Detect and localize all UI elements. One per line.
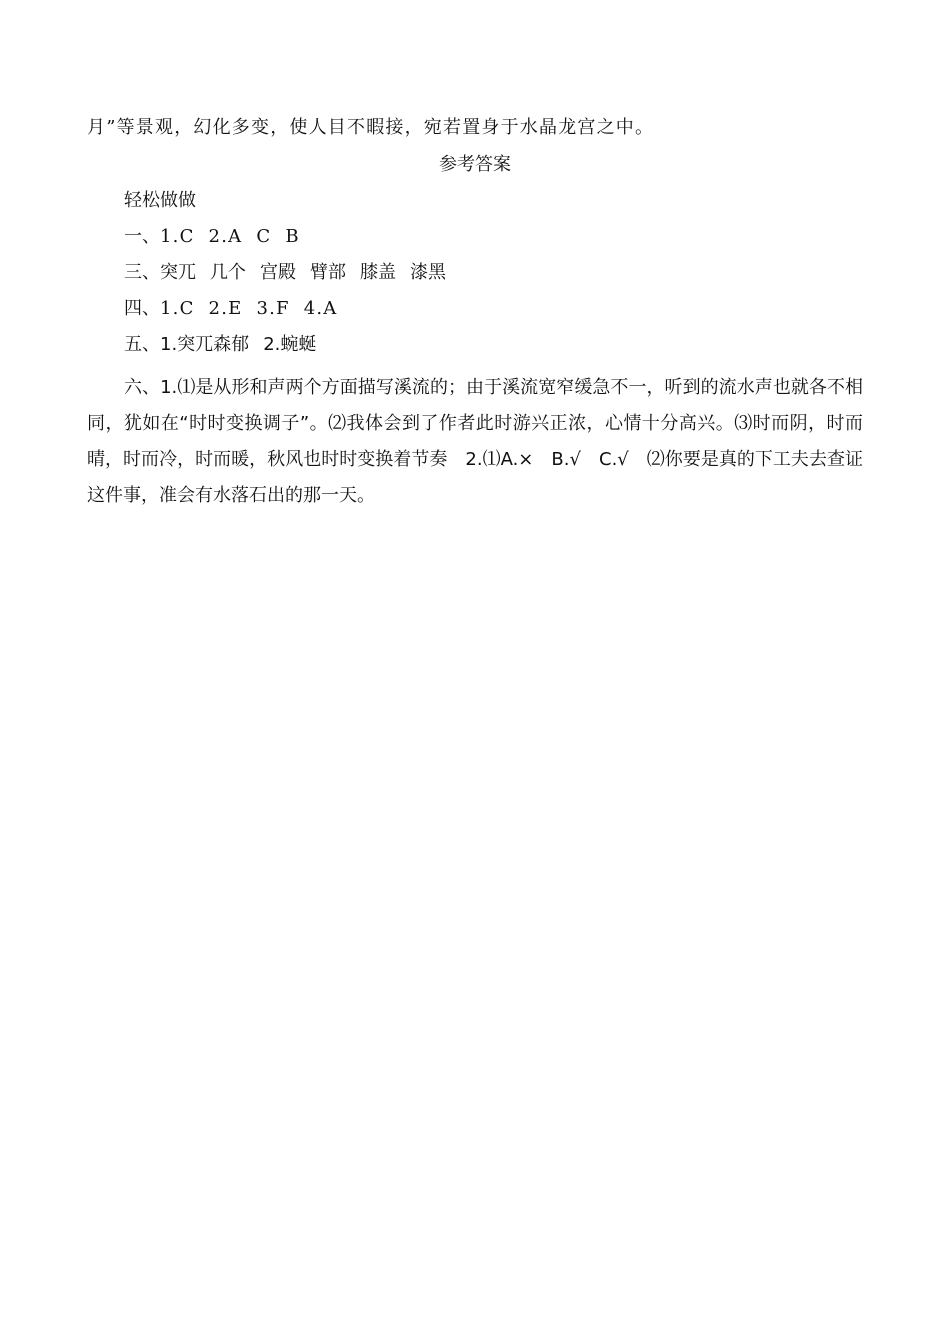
answer-q1 xyxy=(124,225,300,249)
answer-item: 1.C xyxy=(160,298,195,319)
answer-item: 1.C xyxy=(160,226,195,247)
answer-label: 三、 xyxy=(124,262,160,283)
answer-item: 几个 xyxy=(210,262,246,283)
answer-item: 2.蜿蜒 xyxy=(263,334,317,355)
answer-item: 2.E xyxy=(208,298,243,319)
answer-label: 四、 xyxy=(124,298,160,319)
answer-label: 一、 xyxy=(124,226,160,247)
answer-item: 2.A xyxy=(208,226,243,247)
answer-q4 xyxy=(124,297,338,321)
answer-item: 4.A xyxy=(303,298,338,319)
answer-label: 五、 xyxy=(124,334,160,355)
answer-q6-text: 1.⑴是从形和声两个方面描写溪流的；由于溪流宽窄缓急不一，听到的流水声也就各不相同，犹如在“时时变换调子”。⑵我体会到了作者此时游兴正浓，心情十分高兴。⑶时而阴，时而晴，时而冷，时而暖，秋风也时时变换着节奏 2.⑴A.× B.√ C.√ ⑵你要是真的下工夫去查证这件事，准会有水落石出的那一天。 xyxy=(87,377,864,506)
answer-q5 xyxy=(124,333,316,357)
answer-q3 xyxy=(124,261,446,285)
answer-item: B xyxy=(285,226,300,247)
section-title: 轻松做做 xyxy=(124,190,196,211)
answer-item: 突兀 xyxy=(160,262,196,283)
answer-item: 宫殿 xyxy=(260,262,296,283)
answer-q6 xyxy=(87,370,863,514)
answer-item: 漆黑 xyxy=(410,262,446,283)
answer-item: C xyxy=(256,226,272,247)
continuation-line: 月”等景观，幻化多变，使人目不暇接，宛若置身于水晶龙宫之中。 xyxy=(87,117,655,138)
answer-item: 膝盖 xyxy=(360,262,396,283)
answer-item: 3.F xyxy=(256,298,290,319)
answers-title: 参考答案 xyxy=(439,154,511,175)
answer-item: 1.突兀森郁 xyxy=(160,334,250,355)
answer-label: 六、 xyxy=(124,377,161,398)
answer-item: 臂部 xyxy=(310,262,346,283)
